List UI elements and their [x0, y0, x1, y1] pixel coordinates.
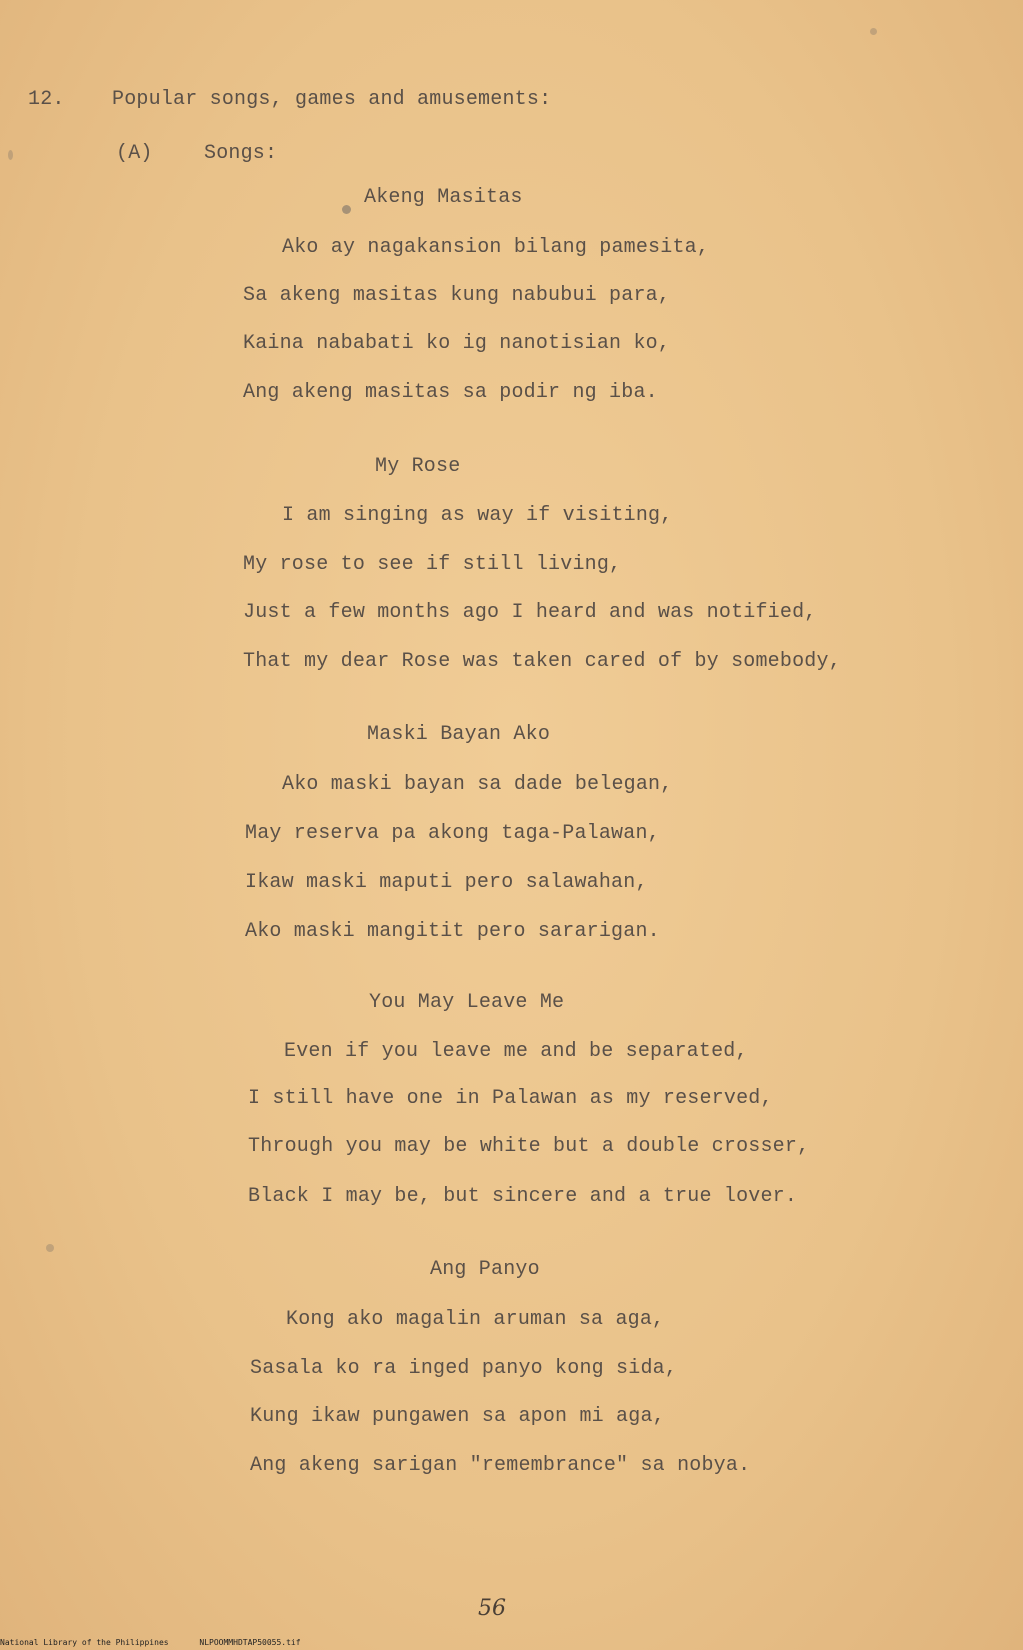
song-line: Through you may be white but a double crosser,: [248, 1135, 810, 1158]
song-line: Ako maski bayan sa dade belegan,: [282, 773, 673, 796]
paper-speck: [46, 1244, 54, 1252]
song-line: Ako maski mangitit pero sararigan.: [245, 920, 660, 943]
song-line: Kong ako magalin aruman sa aga,: [286, 1308, 665, 1331]
bullet-dot-icon: [342, 205, 351, 214]
song-line: Ang akeng masitas sa podir ng iba.: [243, 381, 658, 404]
song-line: Ikaw maski maputi pero salawahan,: [245, 871, 648, 894]
song-line: Kaina nababati ko ig nanotisian ko,: [243, 332, 671, 355]
song-line: Just a few months ago I heard and was notified,: [243, 601, 817, 624]
song-line: That my dear Rose was taken cared of by somebody,: [243, 650, 841, 673]
footer-library: National Library of the Philippines: [0, 1638, 169, 1647]
song-line: My rose to see if still living,: [243, 553, 622, 576]
song-line: May reserva pa akong taga-Palawan,: [245, 822, 660, 845]
song-line: Ako ay nagakansion bilang pamesita,: [282, 236, 710, 259]
page-number: 56: [478, 1596, 506, 1621]
paper-speck: [870, 28, 877, 35]
paper-speck: [8, 150, 13, 160]
song-title: Akeng Masitas: [364, 186, 523, 209]
scan-footer: [0, 1638, 327, 1647]
song-line: Sa akeng masitas kung nabubui para,: [243, 284, 671, 307]
song-line: Sasala ko ra inged panyo kong sida,: [250, 1357, 678, 1380]
song-title: My Rose: [375, 455, 461, 478]
section-heading: Popular songs, games and amusements:: [112, 88, 552, 111]
song-line: Even if you leave me and be separated,: [284, 1040, 748, 1063]
song-line: Ang akeng sarigan "remembrance" sa nobya.: [250, 1454, 751, 1477]
section-number: 12.: [28, 88, 65, 111]
footer-file: NLPOOMMHDTAP50055.tif: [199, 1638, 301, 1647]
song-line: I am singing as way if visiting,: [282, 504, 673, 527]
subsection-title: Songs:: [204, 142, 278, 165]
song-title: Maski Bayan Ako: [367, 723, 551, 746]
song-line: Black I may be, but sincere and a true lover.: [248, 1185, 798, 1208]
subsection-label: (A): [116, 142, 153, 165]
song-title: You May Leave Me: [369, 991, 565, 1014]
song-line: Kung ikaw pungawen sa apon mi aga,: [250, 1405, 665, 1428]
song-line: I still have one in Palawan as my reserved,: [248, 1087, 773, 1110]
song-title: Ang Panyo: [430, 1258, 540, 1281]
